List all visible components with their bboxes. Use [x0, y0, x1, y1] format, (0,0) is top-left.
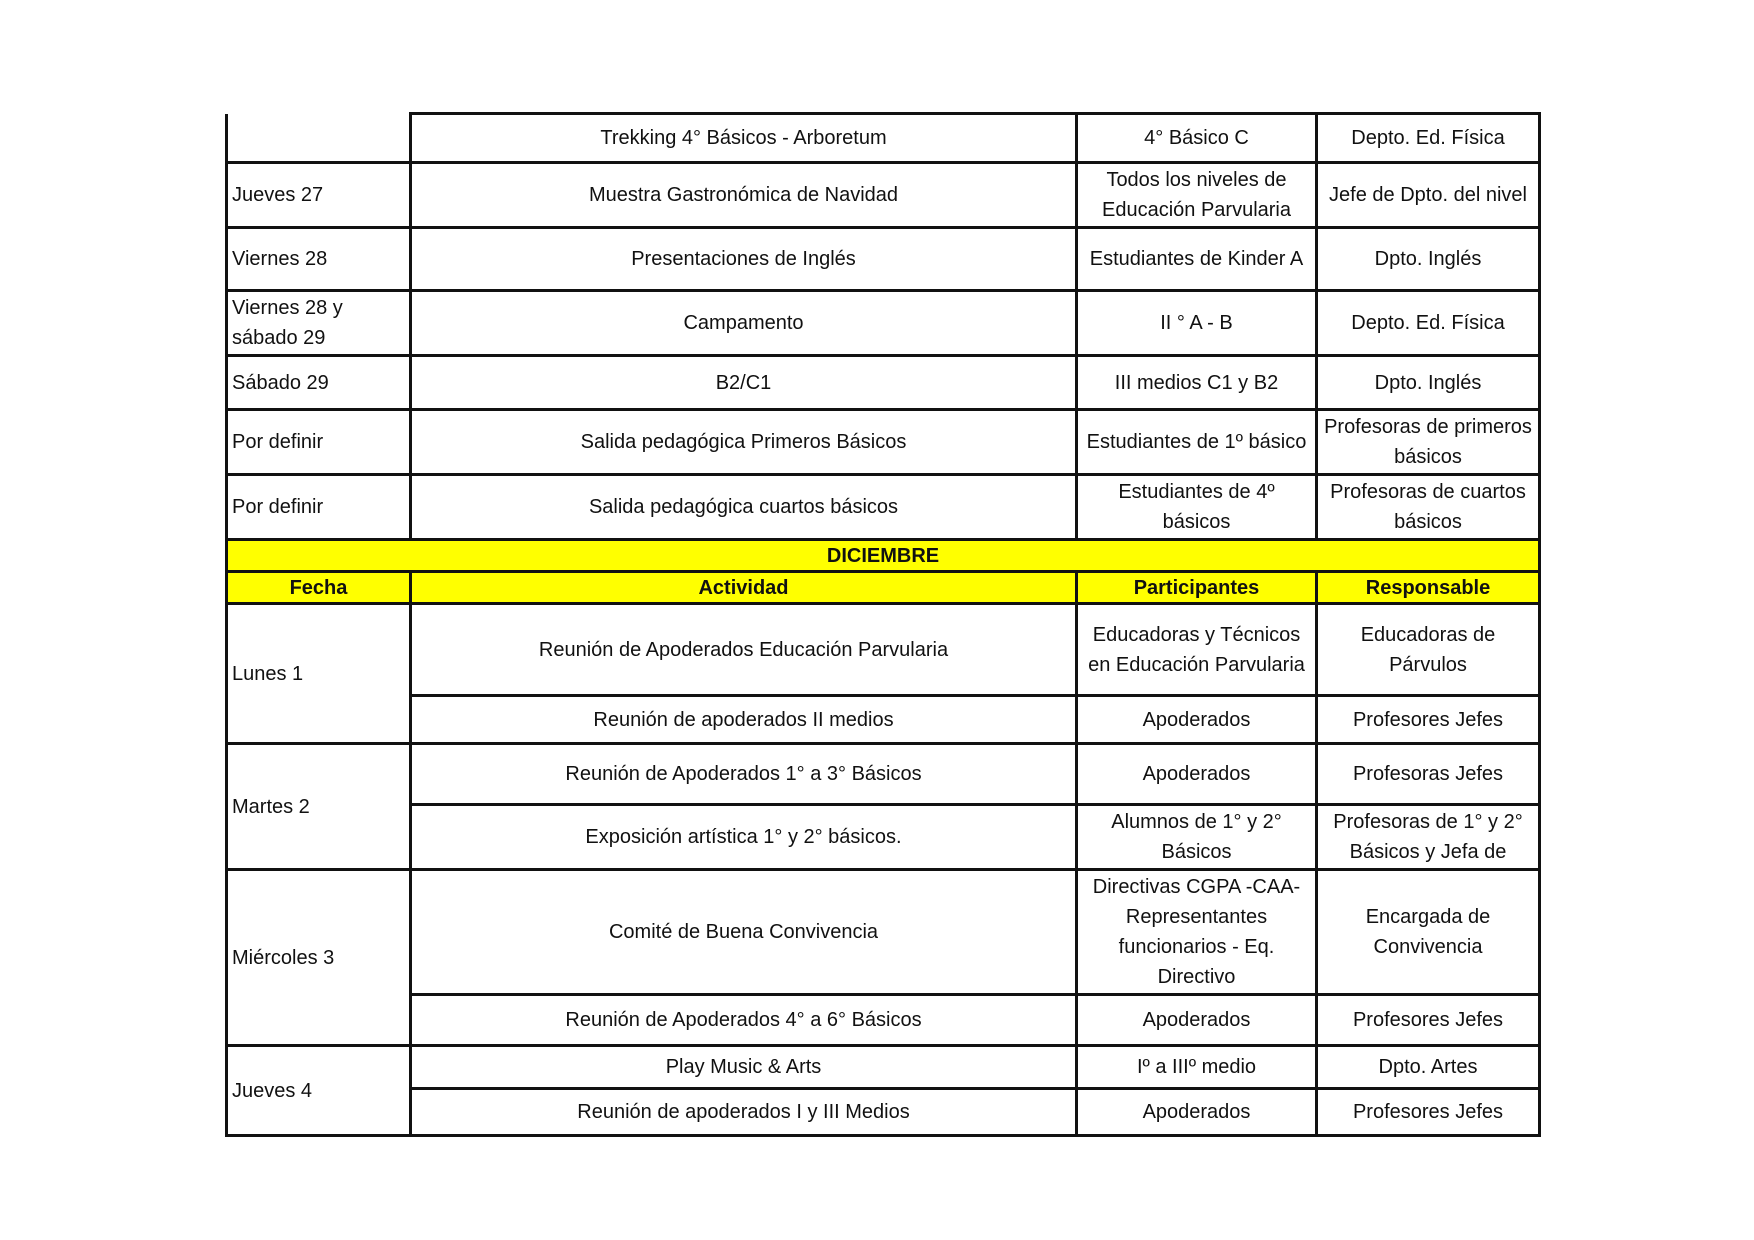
responsable-cell: Depto. Ed. Física — [1317, 114, 1540, 163]
fecha-cell: Jueves 4 — [227, 1046, 411, 1136]
participantes-cell: Apoderados — [1077, 744, 1317, 805]
table-row — [227, 995, 1540, 1046]
fecha-cell: Miércoles 3 — [227, 870, 411, 1046]
header-fecha: Fecha — [227, 572, 411, 604]
responsable-cell: Depto. Ed. Física — [1317, 291, 1540, 356]
responsable-cell: Profesoras Jefes — [1317, 744, 1540, 805]
participantes-cell: II ° A - B — [1077, 291, 1317, 356]
table-row — [227, 114, 1540, 163]
actividad-cell: Reunión de Apoderados Educación Parvularia — [411, 604, 1077, 696]
participantes-cell: Alumnos de 1° y 2° Básicos — [1077, 805, 1317, 870]
table-row — [227, 410, 1540, 475]
responsable-cell: Profesores Jefes — [1317, 696, 1540, 744]
actividad-cell: Muestra Gastronómica de Navidad — [411, 163, 1077, 228]
table-row — [227, 228, 1540, 291]
activities-table — [225, 112, 1541, 1137]
fecha-cell — [227, 114, 411, 163]
actividad-cell: Campamento — [411, 291, 1077, 356]
table-row — [227, 805, 1540, 870]
header-row — [227, 572, 1540, 604]
table-row — [227, 163, 1540, 228]
participantes-cell: Estudiantes de 1º básico — [1077, 410, 1317, 475]
responsable-cell: Jefe de Dpto. del nivel — [1317, 163, 1540, 228]
month-banner-row — [227, 540, 1540, 572]
month-title: DICIEMBRE — [227, 540, 1540, 572]
responsable-cell: Encargada de Convivencia — [1317, 870, 1540, 995]
fecha-cell: Martes 2 — [227, 744, 411, 870]
table-row — [227, 1046, 1540, 1089]
fecha-cell: Por definir — [227, 475, 411, 540]
actividad-cell: Reunión de apoderados I y III Medios — [411, 1089, 1077, 1136]
fecha-cell: Viernes 28 — [227, 228, 411, 291]
actividad-cell: Comité de Buena Convivencia — [411, 870, 1077, 995]
participantes-cell: III medios C1 y B2 — [1077, 356, 1317, 410]
participantes-cell: Iº a IIIº medio — [1077, 1046, 1317, 1089]
actividad-cell: Reunión de Apoderados 4° a 6° Básicos — [411, 995, 1077, 1046]
actividad-cell: Salida pedagógica Primeros Básicos — [411, 410, 1077, 475]
participantes-cell: Estudiantes de Kinder A — [1077, 228, 1317, 291]
responsable-cell: Profesores Jefes — [1317, 995, 1540, 1046]
responsable-cell: Profesoras de primeros básicos — [1317, 410, 1540, 475]
participantes-cell: Apoderados — [1077, 696, 1317, 744]
responsable-cell: Dpto. Inglés — [1317, 228, 1540, 291]
responsable-cell: Educadoras de Párvulos — [1317, 604, 1540, 696]
actividad-cell: B2/C1 — [411, 356, 1077, 410]
fecha-cell: Por definir — [227, 410, 411, 475]
fecha-cell: Jueves 27 — [227, 163, 411, 228]
actividad-cell: Presentaciones de Inglés — [411, 228, 1077, 291]
fecha-cell: Viernes 28 y sábado 29 — [227, 291, 411, 356]
table-row — [227, 475, 1540, 540]
participantes-cell: Estudiantes de 4º básicos — [1077, 475, 1317, 540]
table-row — [227, 604, 1540, 696]
fecha-cell: Lunes 1 — [227, 604, 411, 744]
participantes-cell: Todos los niveles de Educación Parvularia — [1077, 163, 1317, 228]
header-participantes: Participantes — [1077, 572, 1317, 604]
responsable-cell: Profesoras de cuartos básicos — [1317, 475, 1540, 540]
table-row — [227, 1089, 1540, 1136]
actividad-cell: Exposición artística 1° y 2° básicos. — [411, 805, 1077, 870]
actividad-cell: Reunión de apoderados II medios — [411, 696, 1077, 744]
responsable-cell: Profesores Jefes — [1317, 1089, 1540, 1136]
responsable-cell: Dpto. Inglés — [1317, 356, 1540, 410]
responsable-cell: Dpto. Artes — [1317, 1046, 1540, 1089]
participantes-cell: Directivas CGPA -CAA- Representantes funcionarios - Eq. Directivo — [1077, 870, 1317, 995]
fecha-cell: Sábado 29 — [227, 356, 411, 410]
actividad-cell: Play Music & Arts — [411, 1046, 1077, 1089]
actividad-cell: Reunión de Apoderados 1° a 3° Básicos — [411, 744, 1077, 805]
table-row — [227, 291, 1540, 356]
actividad-cell: Salida pedagógica cuartos básicos — [411, 475, 1077, 540]
participantes-cell: Educadoras y Técnicos en Educación Parvularia — [1077, 604, 1317, 696]
participantes-cell: 4° Básico C — [1077, 114, 1317, 163]
table-row — [227, 870, 1540, 995]
participantes-cell: Apoderados — [1077, 1089, 1317, 1136]
actividad-cell: Trekking 4° Básicos - Arboretum — [411, 114, 1077, 163]
table-row — [227, 696, 1540, 744]
header-actividad: Actividad — [411, 572, 1077, 604]
header-responsable: Responsable — [1317, 572, 1540, 604]
table-row — [227, 356, 1540, 410]
table-row — [227, 744, 1540, 805]
responsable-cell: Profesoras de 1° y 2° Básicos y Jefa de — [1317, 805, 1540, 870]
participantes-cell: Apoderados — [1077, 995, 1317, 1046]
